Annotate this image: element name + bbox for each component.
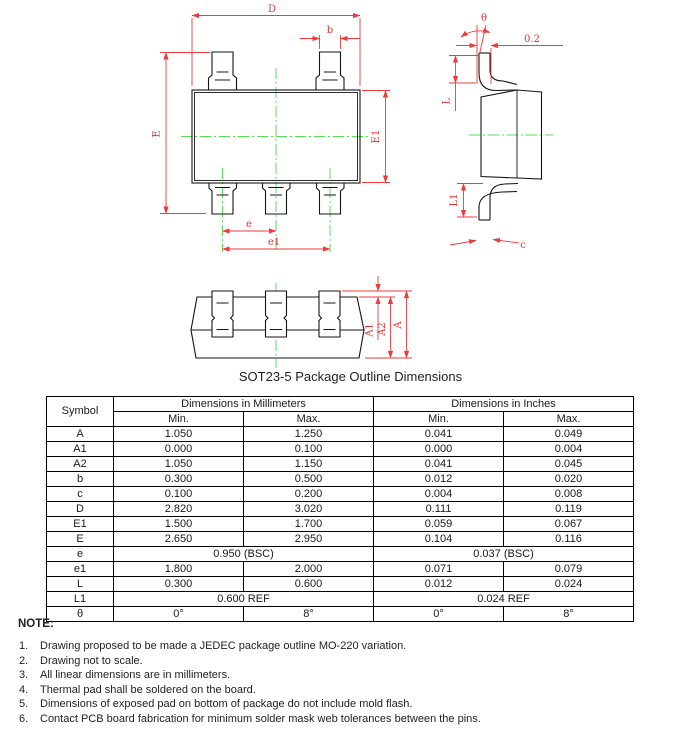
mm-max-cell: 8° (244, 607, 374, 622)
mm-max-cell: 2.950 (244, 532, 374, 547)
in-max-cell: 0.020 (504, 472, 634, 487)
table-row (47, 427, 634, 442)
front-view-drawing (191, 276, 412, 368)
in-min-cell: 0.000 (374, 442, 504, 457)
symbol-cell: E1 (47, 517, 114, 532)
mm-min-cell: 0.000 (114, 442, 244, 457)
dim-extension-lines-L (449, 56, 478, 84)
table-row (47, 442, 634, 457)
mm-max-cell: 2.000 (244, 562, 374, 577)
mm-max-cell: 0.500 (244, 472, 374, 487)
dim-line-c-right (493, 240, 519, 244)
note-number: 6. (19, 712, 29, 725)
in-max-cell: 8° (504, 607, 634, 622)
dim-label-c: c (520, 240, 526, 251)
note-item (0, 697, 676, 712)
dim-label-A: A (393, 321, 404, 329)
mm-max-cell: 3.020 (244, 502, 374, 517)
mm-max-cell: 0.100 (244, 442, 374, 457)
table-row (47, 592, 634, 607)
table-row (47, 562, 634, 577)
dim-label-e: e (246, 219, 252, 230)
dim-label-A1: A1 (364, 323, 376, 337)
mm-min-cell: 2.820 (114, 502, 244, 517)
table-row (47, 457, 634, 472)
table-header-row-1 (47, 397, 634, 412)
in-min-cell: 0.104 (374, 532, 504, 547)
in-max-cell: 0.049 (504, 427, 634, 442)
in-min-cell: 0.059 (374, 517, 504, 532)
col-header-symbol: Symbol (47, 397, 114, 427)
note-item (0, 668, 676, 683)
pin-bend-marks (323, 72, 338, 80)
mm-min-cell: 0.300 (114, 472, 244, 487)
col-header-inches: Dimensions in Inches (374, 397, 634, 412)
in-max-cell: 0.045 (504, 457, 634, 472)
note-number: 4. (19, 683, 29, 696)
in-max-cell: 0.079 (504, 562, 634, 577)
note-text: Drawing not to scale. (40, 654, 143, 667)
in-max-cell: 0.116 (504, 532, 634, 547)
note-text: Dimensions of exposed pad on bottom of package do not include mold flash. (40, 698, 413, 711)
note-text: Thermal pad shall be soldered on the board. (40, 683, 256, 696)
dim-label-theta: θ (480, 13, 488, 24)
in-max-cell: 0.004 (504, 442, 634, 457)
symbol-cell: L1 (47, 592, 114, 607)
dim-label-L1: L1 (449, 193, 460, 207)
dim-label-A2: A2 (377, 322, 388, 336)
table-row (47, 487, 634, 502)
front-lead-1 (212, 291, 233, 337)
col-header-mm: Dimensions in Millimeters (114, 397, 374, 412)
top-view-drawing (152, 4, 391, 252)
table-row (47, 577, 634, 592)
theta-arc (461, 31, 490, 37)
note-text: Drawing proposed to be made a JEDEC package outline MO-220 variation. (40, 640, 407, 652)
side-view-drawing (442, 13, 564, 251)
mm-max-cell: 0.600 (244, 577, 374, 592)
mm-max-cell: 0.200 (244, 487, 374, 502)
mm-min-cell: 0.300 (114, 577, 244, 592)
pin-top-right (316, 52, 344, 90)
in-min-cell: 0.111 (374, 502, 504, 517)
dim-extension-lines-E (160, 53, 210, 214)
dim-label-E: E (151, 130, 163, 138)
lead-bottom-outer-edge (479, 192, 517, 221)
note-item (0, 683, 676, 698)
dim-label-E1: E1 (371, 129, 382, 144)
symbol-cell: E (47, 532, 114, 547)
note-number: 1. (19, 640, 29, 652)
symbol-cell: A1 (47, 442, 114, 457)
mm-min-cell: 2.650 (114, 532, 244, 547)
dim-extension-lines-b (320, 35, 341, 49)
symbol-cell: e1 (47, 562, 114, 577)
note-item (0, 654, 676, 669)
drawing-caption: SOT23-5 Package Outline Dimensions (238, 369, 463, 384)
symbol-cell: D (47, 502, 114, 517)
note-number: 2. (19, 654, 29, 667)
note-text: All linear dimensions are in millimeters. (40, 669, 231, 682)
table-row (47, 517, 634, 532)
table-row (47, 532, 634, 547)
table-header-row-2 (47, 412, 634, 427)
lead-top-outer-edge (479, 53, 518, 91)
symbol-cell: b (47, 472, 114, 487)
in-min-cell: 0.041 (374, 457, 504, 472)
mm-max-cell: 1.150 (244, 457, 374, 472)
in-min-cell: 0.004 (374, 487, 504, 502)
symbol-cell: A (47, 427, 114, 442)
in-span-cell: 0.037 (BSC) (374, 547, 634, 562)
in-min-cell: 0.012 (374, 577, 504, 592)
in-max-cell: 0.008 (504, 487, 634, 502)
mm-min-cell: 0.100 (114, 487, 244, 502)
symbol-cell: L (47, 577, 114, 592)
col-header-in-min: Min. (374, 412, 504, 427)
notes-heading: NOTE: (18, 618, 54, 630)
dim-label-e1: e1 (267, 237, 281, 248)
front-lead-2 (266, 291, 287, 337)
table-row (47, 472, 634, 487)
symbol-cell: θ (47, 607, 114, 622)
notes-section (0, 618, 676, 727)
theta-reference-line-slanted (480, 25, 487, 54)
lead-top-inner-edge (490, 53, 517, 85)
symbol-cell: e (47, 547, 114, 562)
note-number: 3. (19, 669, 29, 682)
note-text: Contact PCB board fabrication for minimum solder mask web tolerances between the pins. (40, 712, 481, 725)
pin-bend-marks (215, 72, 230, 80)
mm-span-cell: 0.600 REF (114, 592, 374, 607)
front-lead-3 (319, 291, 340, 337)
in-min-cell: 0.012 (374, 472, 504, 487)
dim-label-L: L (441, 97, 453, 105)
pin-top-left (209, 52, 237, 90)
table-row (47, 502, 634, 517)
mm-min-cell: 0° (114, 607, 244, 622)
dim-line-c-left (450, 241, 476, 246)
symbol-cell: c (47, 487, 114, 502)
notes-list (0, 639, 676, 727)
in-min-cell: 0.071 (374, 562, 504, 577)
mm-max-cell: 1.250 (244, 427, 374, 442)
in-min-cell: 0° (374, 607, 504, 622)
dim-label-D: D (267, 4, 277, 15)
lead-bottom-inner-edge (490, 184, 518, 221)
table-row (47, 547, 634, 562)
note-item (0, 712, 676, 727)
in-min-cell: 0.041 (374, 427, 504, 442)
mm-min-cell: 1.500 (114, 517, 244, 532)
note-number: 5. (19, 698, 29, 711)
in-max-cell: 0.067 (504, 517, 634, 532)
in-span-cell: 0.024 REF (374, 592, 634, 607)
col-header-mm-min: Min. (114, 412, 244, 427)
mm-span-cell: 0.950 (BSC) (114, 547, 374, 562)
in-max-cell: 0.024 (504, 577, 634, 592)
dim-label-tip-gap: 0.2 (524, 34, 540, 45)
symbol-cell: A2 (47, 457, 114, 472)
mm-min-cell: 1.050 (114, 427, 244, 442)
mm-min-cell: 1.800 (114, 562, 244, 577)
mm-max-cell: 1.700 (244, 517, 374, 532)
dimensions-table (46, 396, 634, 622)
dim-label-b: b (326, 25, 334, 36)
col-header-mm-max: Max. (244, 412, 374, 427)
mm-min-cell: 1.050 (114, 457, 244, 472)
note-item (0, 639, 676, 654)
in-max-cell: 0.119 (504, 502, 634, 517)
col-header-in-max: Max. (504, 412, 634, 427)
